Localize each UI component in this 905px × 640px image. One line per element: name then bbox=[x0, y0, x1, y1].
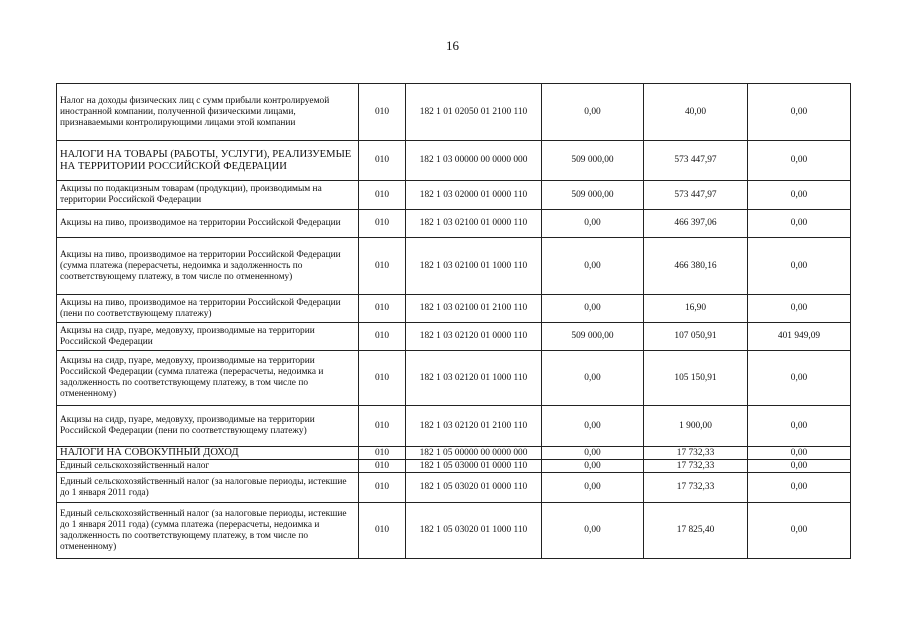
row-budget-code: 182 1 03 02100 01 0000 110 bbox=[406, 210, 542, 238]
row-executed: 1 900,00 bbox=[644, 406, 748, 447]
row-line-code: 010 bbox=[359, 141, 406, 181]
row-approved: 0,00 bbox=[542, 460, 644, 473]
row-unexecuted: 0,00 bbox=[748, 473, 851, 503]
table-row bbox=[57, 460, 851, 473]
row-approved: 0,00 bbox=[542, 406, 644, 447]
row-unexecuted: 0,00 bbox=[748, 503, 851, 559]
row-unexecuted: 0,00 bbox=[748, 460, 851, 473]
table-row bbox=[57, 295, 851, 323]
row-executed: 573 447,97 bbox=[644, 141, 748, 181]
table-row bbox=[57, 141, 851, 181]
row-budget-code: 182 1 01 02050 01 2100 110 bbox=[406, 84, 542, 141]
row-executed: 17 732,33 bbox=[644, 460, 748, 473]
table-row bbox=[57, 406, 851, 447]
row-name: Акцизы на сидр, пуаре, медовуху, производимые на территории Российской Федерации (пени по соответствующему платежу) bbox=[57, 406, 359, 447]
row-name: НАЛОГИ НА СОВОКУПНЫЙ ДОХОД bbox=[57, 447, 359, 460]
row-name: Акцизы на пиво, производимое на территории Российской Федерации bbox=[57, 210, 359, 238]
row-name: Единый сельскохозяйственный налог (за налоговые периоды, истекшие до 1 января 2011 года) (сумма платежа (перерасчеты, недоимка и задолженность по соответствующему платежу, в том числе по отмененному) bbox=[57, 503, 359, 559]
row-budget-code: 182 1 03 02120 01 1000 110 bbox=[406, 351, 542, 406]
row-approved: 0,00 bbox=[542, 447, 644, 460]
table-row bbox=[57, 181, 851, 210]
row-name: Акцизы на пиво, производимое на территории Российской Федерации (пени по соответствующему платежу) bbox=[57, 295, 359, 323]
row-unexecuted: 0,00 bbox=[748, 238, 851, 295]
row-unexecuted: 401 949,09 bbox=[748, 323, 851, 351]
row-budget-code: 182 1 05 00000 00 0000 000 bbox=[406, 447, 542, 460]
row-line-code: 010 bbox=[359, 406, 406, 447]
table-row bbox=[57, 447, 851, 460]
row-name: Единый сельскохозяйственный налог bbox=[57, 460, 359, 473]
table-row bbox=[57, 351, 851, 406]
row-approved: 0,00 bbox=[542, 210, 644, 238]
page-number: 16 bbox=[446, 38, 459, 53]
row-approved: 0,00 bbox=[542, 351, 644, 406]
row-name: НАЛОГИ НА ТОВАРЫ (РАБОТЫ, УСЛУГИ), РЕАЛИЗУЕМЫЕ НА ТЕРРИТОРИИ РОССИЙСКОЙ ФЕДЕРАЦИИ bbox=[57, 141, 359, 181]
row-unexecuted: 0,00 bbox=[748, 181, 851, 210]
table-row bbox=[57, 503, 851, 559]
row-unexecuted: 0,00 bbox=[748, 406, 851, 447]
row-executed: 16,90 bbox=[644, 295, 748, 323]
row-name: Налог на доходы физических лиц с сумм прибыли контролируемой иностранной компании, полученной физическими лицами, признаваемыми контролирующими лицами этой компании bbox=[57, 84, 359, 141]
row-line-code: 010 bbox=[359, 181, 406, 210]
row-name: Акцизы на сидр, пуаре, медовуху, производимые на территории Российской Федерации bbox=[57, 323, 359, 351]
row-budget-code: 182 1 03 02120 01 0000 110 bbox=[406, 323, 542, 351]
table-row bbox=[57, 210, 851, 238]
row-unexecuted: 0,00 bbox=[748, 84, 851, 141]
row-unexecuted: 0,00 bbox=[748, 351, 851, 406]
table-row bbox=[57, 323, 851, 351]
row-approved: 0,00 bbox=[542, 238, 644, 295]
row-budget-code: 182 1 03 02100 01 2100 110 bbox=[406, 295, 542, 323]
row-line-code: 010 bbox=[359, 323, 406, 351]
row-line-code: 010 bbox=[359, 351, 406, 406]
row-budget-code: 182 1 03 02120 01 2100 110 bbox=[406, 406, 542, 447]
row-executed: 573 447,97 bbox=[644, 181, 748, 210]
row-executed: 107 050,91 bbox=[644, 323, 748, 351]
row-budget-code: 182 1 03 02100 01 1000 110 bbox=[406, 238, 542, 295]
row-line-code: 010 bbox=[359, 210, 406, 238]
row-budget-code: 182 1 03 02000 01 0000 110 bbox=[406, 181, 542, 210]
row-approved: 0,00 bbox=[542, 503, 644, 559]
row-executed: 105 150,91 bbox=[644, 351, 748, 406]
table-row bbox=[57, 238, 851, 295]
row-name: Акцизы на пиво, производимое на территории Российской Федерации (сумма платежа (перерасчеты, недоимка и задолженность по соответствующему платежу, в том числе по отмененному) bbox=[57, 238, 359, 295]
row-line-code: 010 bbox=[359, 84, 406, 141]
row-executed: 17 825,40 bbox=[644, 503, 748, 559]
row-approved: 0,00 bbox=[542, 473, 644, 503]
row-budget-code: 182 1 05 03020 01 0000 110 bbox=[406, 473, 542, 503]
row-unexecuted: 0,00 bbox=[748, 447, 851, 460]
row-approved: 509 000,00 bbox=[542, 141, 644, 181]
row-line-code: 010 bbox=[359, 295, 406, 323]
row-executed: 40,00 bbox=[644, 84, 748, 141]
budget-revenue-table bbox=[56, 83, 851, 559]
row-line-code: 010 bbox=[359, 503, 406, 559]
row-unexecuted: 0,00 bbox=[748, 295, 851, 323]
row-executed: 17 732,33 bbox=[644, 447, 748, 460]
row-name: Акцизы на сидр, пуаре, медовуху, производимые на территории Российской Федерации (сумма платежа (перерасчеты, недоимка и задолженность по соответствующему платежу, в том числе по отмененному) bbox=[57, 351, 359, 406]
row-executed: 466 397,06 bbox=[644, 210, 748, 238]
row-line-code: 010 bbox=[359, 238, 406, 295]
row-line-code: 010 bbox=[359, 447, 406, 460]
row-approved: 509 000,00 bbox=[542, 323, 644, 351]
row-budget-code: 182 1 05 03000 01 0000 110 bbox=[406, 460, 542, 473]
table-row bbox=[57, 473, 851, 503]
row-line-code: 010 bbox=[359, 460, 406, 473]
row-approved: 0,00 bbox=[542, 295, 644, 323]
row-budget-code: 182 1 05 03020 01 1000 110 bbox=[406, 503, 542, 559]
row-unexecuted: 0,00 bbox=[748, 210, 851, 238]
row-line-code: 010 bbox=[359, 473, 406, 503]
row-approved: 509 000,00 bbox=[542, 181, 644, 210]
row-executed: 17 732,33 bbox=[644, 473, 748, 503]
row-executed: 466 380,16 bbox=[644, 238, 748, 295]
row-name: Акцизы по подакцизным товарам (продукции), производимым на территории Российской Федерации bbox=[57, 181, 359, 210]
table-row bbox=[57, 84, 851, 141]
row-unexecuted: 0,00 bbox=[748, 141, 851, 181]
row-name: Единый сельскохозяйственный налог (за налоговые периоды, истекшие до 1 января 2011 года) bbox=[57, 473, 359, 503]
row-approved: 0,00 bbox=[542, 84, 644, 141]
row-budget-code: 182 1 03 00000 00 0000 000 bbox=[406, 141, 542, 181]
